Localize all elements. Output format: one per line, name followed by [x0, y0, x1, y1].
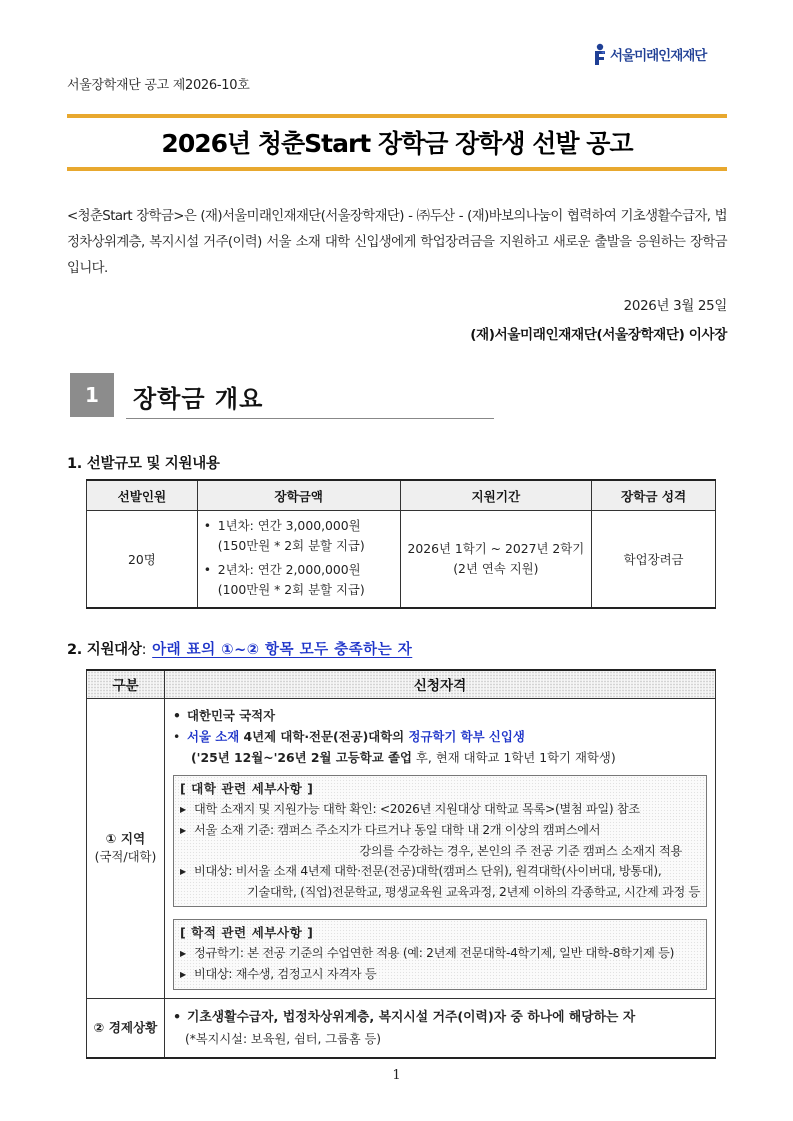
region-label-cell: ① 지역 (국적/대학): [87, 698, 165, 998]
logo-text: 서울미래인재재단: [610, 48, 707, 64]
detail-item: ▶ 정규학기: 본 전공 기준의 수업연한 적용 (예: 2년제 전문대학-4학기제, 일반 대학-8학기제 등): [180, 943, 700, 964]
detail-item: ▶ 대학 소재지 및 지원가능 대학 확인: <2026년 지원대상 대학교 목록>(별첨 파일) 참조: [180, 799, 700, 820]
section-title: 장학금 개요: [133, 385, 264, 413]
header-qualification: 신청자격: [165, 670, 716, 698]
scholarship-overview-table: [86, 479, 716, 609]
cell-period: 2026년 1학기 ~ 2027년 2학기 (2년 연속 지원): [400, 510, 592, 608]
header-nature: 장학금 성격: [592, 480, 716, 510]
triangle-bullet-icon: ▶: [180, 804, 186, 814]
section-number-badge: 1: [70, 373, 114, 417]
economy-label-cell: ② 경제상황: [87, 998, 165, 1058]
cell-count: 20명: [87, 510, 198, 608]
bullet-icon: •: [203, 517, 212, 533]
bullet-icon: •: [203, 561, 212, 577]
amount-year2: • 2년차: 연간 2,000,000원 (100만원 * 2회 분할 지급): [203, 561, 365, 597]
academic-details-box: [ 학적 관련 세부사항 ] ▶ 정규학기: 본 전공 기준의 수업연한 적용 (예: 2년제 전문대학-4학기제, 일반 대학-8학기제 등) ▶ 비대상: 재수생, 검정고시 자격자 등: [173, 919, 707, 990]
eligibility-highlight: 아래 표의 ①~② 항목 모두 충족하는 자: [152, 642, 413, 658]
economy-content-cell: • 기초생활수급자, 법정차상위계층, 복지시설 거주(이력)자 중 하나에 해당하는 자 (*복지시설: 보육원, 쉼터, 그룹홈 등): [165, 998, 716, 1058]
subsection-title-scale: 1. 선발규모 및 지원내용: [67, 456, 220, 472]
table-header-row: [87, 480, 716, 510]
graduation-note: ('25년 12월~'26년 2월 고등학교 졸업 후, 현재 대학교 1학년 1학기 재학생): [191, 749, 616, 765]
triangle-bullet-icon: ▶: [180, 969, 186, 979]
university-details-box: [ 대학 관련 세부사항 ] ▶ 대학 소재지 및 지원가능 대학 확인: <2026년 지원대상 대학교 목록>(별첨 파일) 참조 ▶ 서울 소재 기준: 캠퍼스 주소지가 다르거나 동일 대학 내 2개 이상의 캠퍼스에서 강의를 수강하는 경우, 본인의 주 전공 기준 캠퍼스 소재지 적용 ▶ 비대상: 비서울 소재 4년제 대학·전문(전공)대학(캠퍼스 단위), 원격대학(사이버대, 방통대), 기술대학, (직업)전문학교, 평생교육원 교육과정, 2년제 이하의 각종학교, 시간제 과정 등: [173, 775, 707, 907]
table-row-economy: [87, 998, 716, 1058]
intro-paragraph: <청춘Start 장학금>은 (재)서울미래인재재단(서울장학재단) - ㈜두산 - (재)바보의나눔이 협력하여 기초생활수급자, 법정차상위계층, 복지시설 거주(이력) 서울 소재 대학 신입생에게 학업장려금을 지원하고 새로운 출발을 응원하는 장학금입니다.: [67, 209, 727, 276]
triangle-bullet-icon: ▶: [180, 825, 186, 835]
triangle-bullet-icon: ▶: [180, 866, 186, 876]
page-number: 1: [392, 1068, 401, 1083]
bullet-nationality: • 대한민국 국적자: [173, 705, 709, 726]
bullet-icon: •: [173, 728, 181, 744]
subsection-title-eligibility: 2. 지원대상: 아래 표의 ①~② 항목 모두 충족하는 자: [67, 642, 413, 658]
bullet-icon: •: [173, 707, 181, 723]
announcement-date: 2026년 3월 25일: [623, 299, 727, 314]
table-header-row: [87, 670, 716, 698]
foundation-logo-icon: [592, 43, 608, 65]
bullet-icon: •: [173, 1009, 182, 1025]
header-period: 지원기간: [400, 480, 592, 510]
triangle-bullet-icon: ▶: [180, 948, 186, 958]
title-rule-top: [67, 114, 727, 118]
table-row: [87, 510, 716, 608]
detail-item: ▶ 비대상: 재수생, 검정고시 자격자 등: [180, 964, 700, 985]
cell-amount: [197, 510, 400, 608]
cell-nature: 학업장려금: [592, 510, 716, 608]
header-count: 선발인원: [87, 480, 198, 510]
bullet-university: • 서울 소재 4년제 대학·전문(전공)대학의 정규학기 학부 신입생: [173, 726, 709, 747]
header-amount: 장학금액: [197, 480, 400, 510]
region-content-cell: [165, 698, 716, 998]
eligibility-table: [86, 669, 716, 1059]
section-underline: [126, 418, 494, 419]
detail-item: ▶ 서울 소재 기준: 캠퍼스 주소지가 다르거나 동일 대학 내 2개 이상의 캠퍼스에서 강의를 수강하는 경우, 본인의 주 전공 기준 캠퍼스 소재지 적용: [180, 822, 682, 858]
document-title: 2026년 청춘Start 장학금 장학생 선발 공고: [161, 129, 633, 158]
detail-item: ▶ 비대상: 비서울 소재 4년제 대학·전문(전공)대학(캠퍼스 단위), 원격대학(사이버대, 방통대), 기술대학, (직업)전문학교, 평생교육원 교육과정, 2년제 이하의 각종학교, 시간제 과정 등: [180, 863, 700, 899]
amount-year1: • 1년차: 연간 3,000,000원 (150만원 * 2회 분할 지급): [203, 517, 365, 553]
title-rule-bottom: [67, 167, 727, 171]
table-row-region: [87, 698, 716, 998]
header-category: 구분: [87, 670, 165, 698]
signer: (재)서울미래인재재단(서울장학재단) 이사장: [470, 327, 727, 343]
notice-number: 서울장학재단 공고 제2026-10호: [67, 78, 250, 93]
foundation-logo: [592, 43, 706, 65]
